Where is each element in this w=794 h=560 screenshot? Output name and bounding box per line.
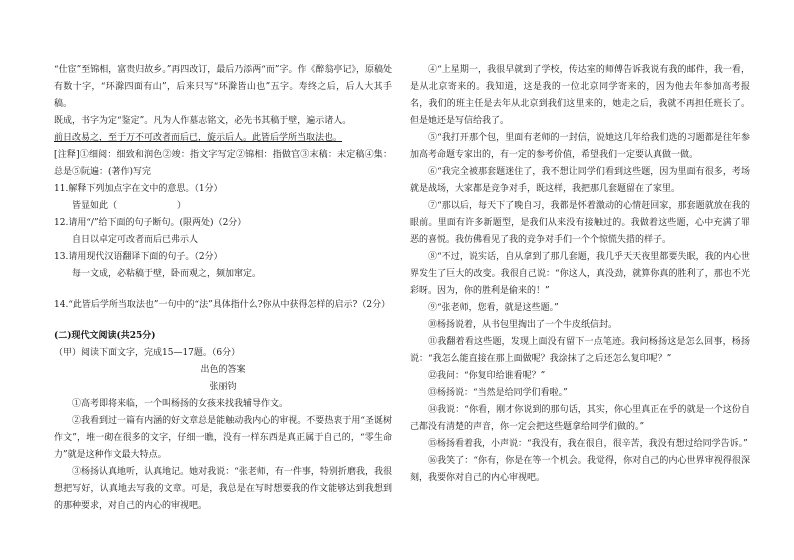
article-paragraph-4: ④“上星期一，我很早就到了学校，传达室的师傅告诉我说有我的邮件，我一看，是从北京寄来的。我知道，这是我的一位北京同学寄来的，因为他去年参加高考报名，我们的班主任是去年从北京到我们这里来的，她走之后，我就不再担任班长了。但是她还是写信给我了。 bbox=[410, 65, 750, 126]
article-paragraph-8: ⑧“不过，说实话，自从拿到了那几套题，我几乎天天夜里都要失眠，我的内心世界发生了巨大的改变。我很自己说：“你这人，真没劲，就算你真的胜利了，那也不光彩呀。因为，你的胜利是偷来的！” bbox=[410, 252, 750, 296]
article-paragraph-1: ①高考即将来临，一个叫杨扬的女孩来找我辅导作文。 bbox=[72, 399, 289, 409]
question-11-answer-line bbox=[54, 198, 392, 215]
question-12-sentence: 自日以卓定可改者而后已弗示人 bbox=[72, 235, 199, 245]
right-column bbox=[410, 62, 750, 487]
article-paragraph-14: ⑭我说：“你看，刚才你说到的那句话，其实，你心里真正在乎的就是一个这份自己都没有清楚的声音，你一定会把这些题拿给同学们做的。” bbox=[410, 405, 750, 432]
article-paragraph-13: ⑬杨扬说：“当然是给同学们看啦。” bbox=[428, 388, 568, 398]
question-13-sentence: 每一文成，必粘稿于壁，卧而观之，频加窜定。 bbox=[72, 269, 262, 279]
article-paragraph-11: ⑪我翻着看这些题，发现上面没有留下一点笔迹。我问杨扬这是怎么回事，杨扬说：“我怎么能直接在那上面做呢？我涂抹了之后还怎么复印呢？” bbox=[410, 337, 750, 364]
question-12: 12.请用“/”给下面的句子断句。(限两处)（2分） bbox=[54, 218, 247, 228]
question-14: 14.“此皆后学所当取法也”一句中的“法”具体指什么?你从中获得怎样的启示?（2分） bbox=[54, 300, 391, 310]
passage-paragraph: “仕宦”至锦相，富贵归故乡。”再四改订，最后乃添两“而”字。作《醉翁亭记》，原稿处有数十字，“环滁四面有山”，后来只写“环滁皆山也”五字。寿终之后，后人大其手稿。 bbox=[54, 65, 393, 109]
article-title: 出色的答案 bbox=[200, 365, 246, 375]
passage-paragraph-underlined: 前日改易之，至于万不可改者而后已，旋示后人。此皆后学所当取法也。 bbox=[54, 133, 343, 143]
left-column bbox=[54, 62, 392, 515]
question-13: 13.请用现代汉语翻译下面的句子。（2分） bbox=[54, 252, 223, 262]
question-11-close: ） bbox=[177, 201, 187, 211]
article-paragraph-9: ⑨“张老师，您看，就是这些题。” bbox=[428, 303, 559, 313]
article-paragraph-2: ②我看到过一篇有内涵的好文章总是能触动我内心的审视。不要热衷于用“圣诞树作文”，堆一砌在很多的文字，仔细一瞧，没有一样东西是真正属于自己的，“零生命力”就是这种作文最大特点。 bbox=[54, 416, 392, 460]
article-paragraph-12: ⑫我问：“你复印给谁看呢？” bbox=[428, 371, 546, 381]
section-heading: (二)现代文阅读(共25分) bbox=[54, 331, 156, 341]
section-subheading: （甲）阅读下面文字，完成15—17题。（6分） bbox=[54, 348, 241, 358]
passage-paragraph: 既成，书字为定“鉴定”。凡为人作墓志铭文，必先书其稿于壁，遍示诸人。 bbox=[54, 116, 352, 126]
question-11: 11.解释下列加点字在文中的意思。（1分） bbox=[54, 184, 223, 194]
spacer bbox=[54, 283, 392, 297]
article-paragraph-6: ⑥“我完全被那套题迷住了，我不想让同学们看到这些题，因为里面有很多，考场就是战场，大家都是竞争对手，既这样，我把那几套题留在了家里。 bbox=[410, 167, 750, 194]
article-paragraph-5: ⑤“我打开那个包，里面有老师的一封信，说她这几年给我们选的习题都是往年参加高考命题专家出的，有一定的参考价值，希望我们一定要认真做一做。 bbox=[410, 133, 750, 160]
spacer bbox=[54, 314, 392, 328]
question-11-text: 皆显如此（ bbox=[72, 201, 118, 211]
article-author: 张丽钧 bbox=[209, 382, 237, 392]
article-paragraph-16: ⑯我笑了：“你有，你是在等一个机会。我觉得，你对自己的内心世界审视得很深刻，我要你对自己的内心审视吧。 bbox=[410, 456, 750, 483]
article-paragraph-7: ⑦“那以后，每天下了晚自习，我都是怀着激动的心情赶回家，那套题就放在我的眼前。里面有许多新题型，是我们从来没有接触过的。我做着这些题，心中充满了罪恶的喜悦。我仿佛看见了我的竞争对手们一个个惊慌失措的样子。 bbox=[410, 201, 750, 245]
annotation-note: [注释]①细阅：细致和润色②竣：指文字写定②锦相：指做官③末稿：未定稿④集：总是⑤阮遍：(著作)写完 bbox=[54, 150, 392, 177]
article-paragraph-15: ⑮杨扬看着我，小声说：“我没有，我在很自，很辛苦，我没有想过给同学告诉。” bbox=[428, 439, 748, 449]
article-paragraph-10: ⑩杨扬说着，从书包里掏出了一个牛皮纸信封。 bbox=[428, 320, 618, 330]
article-paragraph-3: ③杨扬认真地听，认真地记。她对我说：“张老师，有一件事，特别折磨我，我很想把写好，认真地去写我的文章。可是，我总是在写时想要我的作文能够达到我想到的那种要求，对自己的内心的审视吧。 bbox=[54, 467, 392, 511]
